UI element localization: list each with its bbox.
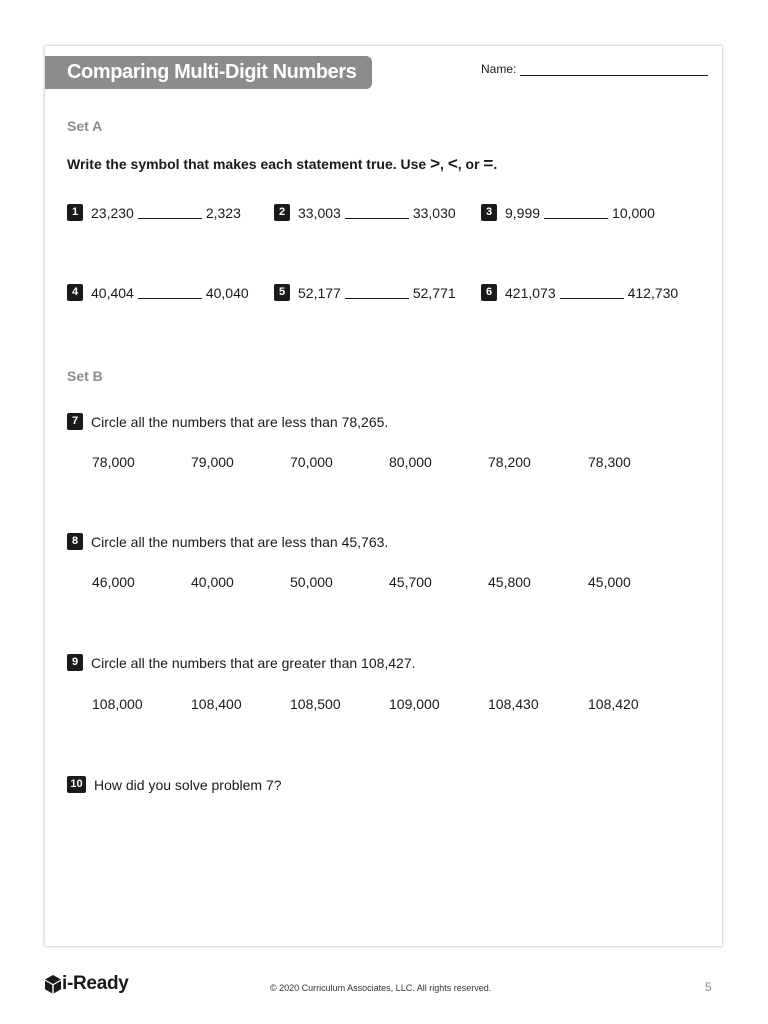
choice-item[interactable]: 40,000 bbox=[191, 574, 234, 590]
page-title: Comparing Multi-Digit Numbers bbox=[67, 61, 357, 83]
problem-6 bbox=[481, 284, 678, 301]
iready-logo bbox=[44, 973, 129, 995]
question-8 bbox=[67, 533, 388, 550]
problem-number: 1 bbox=[67, 204, 83, 221]
answer-blank[interactable] bbox=[138, 206, 202, 219]
name-line[interactable] bbox=[520, 75, 708, 76]
name-field[interactable] bbox=[481, 62, 708, 76]
left-value: 9,999 bbox=[505, 204, 541, 221]
choice-item[interactable]: 108,420 bbox=[588, 696, 639, 712]
title-tab bbox=[45, 56, 372, 89]
choice-item[interactable]: 108,000 bbox=[92, 696, 143, 712]
name-label: Name: bbox=[481, 62, 517, 76]
left-value: 23,230 bbox=[91, 204, 134, 221]
choice-item[interactable]: 79,000 bbox=[191, 454, 234, 470]
left-value: 52,177 bbox=[298, 284, 341, 301]
question-9 bbox=[67, 654, 416, 671]
question-number: 9 bbox=[67, 654, 83, 671]
problem-1 bbox=[67, 204, 241, 221]
right-value: 33,030 bbox=[412, 204, 456, 221]
choice-item[interactable]: 78,200 bbox=[488, 454, 531, 470]
problem-number: 3 bbox=[481, 204, 497, 221]
left-value: 421,073 bbox=[505, 284, 556, 301]
left-value: 33,003 bbox=[298, 204, 341, 221]
answer-blank[interactable] bbox=[544, 206, 608, 219]
choice-item[interactable]: 108,500 bbox=[290, 696, 341, 712]
choice-item[interactable]: 70,000 bbox=[290, 454, 333, 470]
question-text: How did you solve problem 7? bbox=[94, 776, 282, 793]
or-text: or bbox=[465, 156, 480, 172]
problem-4 bbox=[67, 284, 249, 301]
right-value: 40,040 bbox=[205, 284, 249, 301]
greater-than-symbol: > bbox=[430, 154, 441, 173]
answer-blank[interactable] bbox=[560, 286, 624, 299]
right-value: 412,730 bbox=[627, 284, 679, 301]
choice-item[interactable]: 46,000 bbox=[92, 574, 135, 590]
choice-item[interactable]: 78,300 bbox=[588, 454, 631, 470]
choice-item[interactable]: 50,000 bbox=[290, 574, 333, 590]
right-value: 2,323 bbox=[205, 204, 241, 221]
worksheet-page bbox=[45, 46, 722, 946]
logo-text: i-Ready bbox=[62, 973, 129, 994]
copyright-text: © 2020 Curriculum Associates, LLC. All rights reserved. bbox=[270, 983, 492, 993]
choice-item[interactable]: 109,000 bbox=[389, 696, 440, 712]
question-number: 10 bbox=[67, 776, 86, 793]
answer-blank[interactable] bbox=[345, 206, 409, 219]
answer-blank[interactable] bbox=[345, 286, 409, 299]
right-value: 10,000 bbox=[612, 204, 655, 221]
set-a-label: Set A bbox=[67, 118, 103, 134]
choice-item[interactable]: 78,000 bbox=[92, 454, 135, 470]
right-value: 52,771 bbox=[412, 284, 456, 301]
problem-number: 5 bbox=[274, 284, 290, 301]
instructions-text: Write the symbol that makes each statement true. Use bbox=[67, 156, 427, 172]
choice-item[interactable]: 45,700 bbox=[389, 574, 432, 590]
question-7 bbox=[67, 413, 388, 430]
question-text: Circle all the numbers that are less than 78,265. bbox=[91, 413, 389, 430]
less-than-symbol: < bbox=[447, 154, 458, 173]
question-text: Circle all the numbers that are greater than 108,427. bbox=[91, 654, 416, 671]
answer-blank[interactable] bbox=[138, 286, 202, 299]
question-number: 8 bbox=[67, 533, 83, 550]
problem-number: 6 bbox=[481, 284, 497, 301]
problem-2 bbox=[274, 204, 456, 221]
cube-icon bbox=[44, 974, 62, 994]
equals-symbol: = bbox=[483, 154, 494, 173]
choice-item[interactable]: 80,000 bbox=[389, 454, 432, 470]
set-b-label: Set B bbox=[67, 368, 103, 384]
problem-number: 2 bbox=[274, 204, 290, 221]
question-text: Circle all the numbers that are less than 45,763. bbox=[91, 533, 389, 550]
page-number: 5 bbox=[705, 980, 712, 994]
problem-3 bbox=[481, 204, 655, 221]
left-value: 40,404 bbox=[91, 284, 134, 301]
question-10 bbox=[67, 776, 282, 793]
problem-number: 4 bbox=[67, 284, 83, 301]
choice-item[interactable]: 45,000 bbox=[588, 574, 631, 590]
problem-5 bbox=[274, 284, 456, 301]
set-a-instructions: Write the symbol that makes each statement true. Use >, <, or =. bbox=[67, 154, 498, 173]
choice-item[interactable]: 108,400 bbox=[191, 696, 242, 712]
choice-item[interactable]: 45,800 bbox=[488, 574, 531, 590]
question-number: 7 bbox=[67, 413, 83, 430]
choice-item[interactable]: 108,430 bbox=[488, 696, 539, 712]
